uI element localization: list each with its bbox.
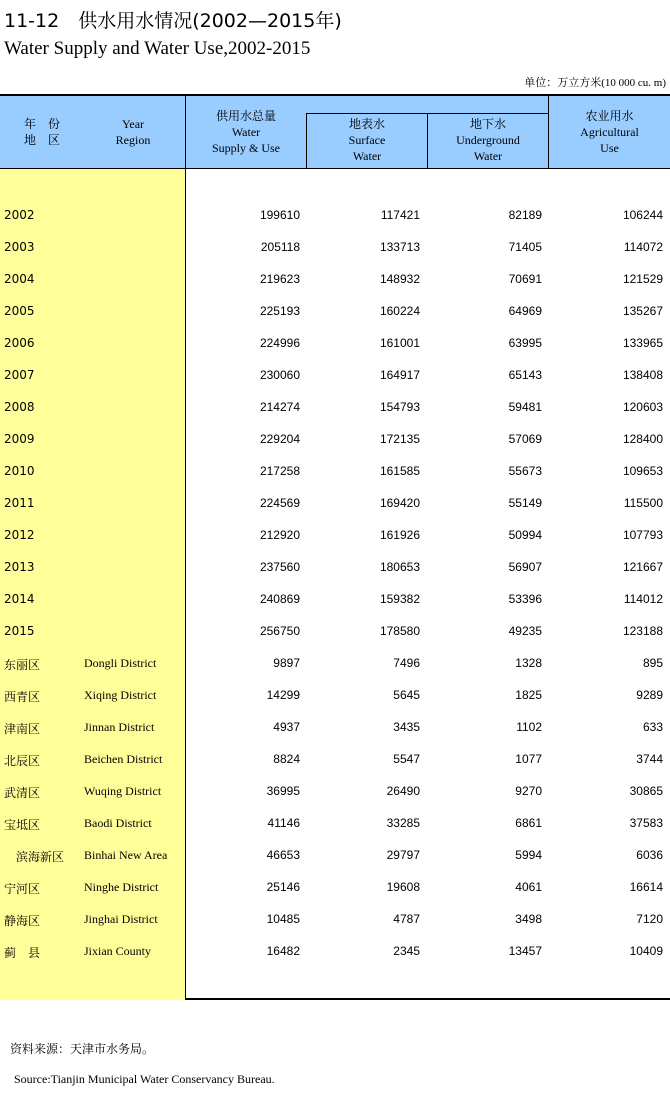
cell-agricultural-use: 10409: [629, 944, 663, 958]
cell-surface-water: 180653: [379, 560, 420, 574]
source-note-en: Source:Tianjin Municipal Water Conservancy Bureau.: [14, 1072, 275, 1086]
cell-surface-water: 169420: [379, 496, 420, 510]
cell-surface-water: 29797: [386, 848, 420, 862]
cell-agricultural-use: 120603: [622, 400, 663, 414]
cell-agricultural-use: 30865: [629, 784, 663, 798]
cell-total-supply: 256750: [259, 624, 300, 638]
row-label-en: Dongli District: [84, 656, 157, 670]
row-label-cn: 2015: [4, 624, 35, 638]
header-supply-cn: 供用水总量: [215, 109, 276, 123]
cell-total-supply: 199610: [259, 208, 300, 222]
table-row: [0, 720, 670, 752]
header-agri-en1: Agricultural: [580, 125, 639, 139]
cell-total-supply: 14299: [266, 688, 300, 702]
cell-underground-water: 63995: [508, 336, 542, 350]
cell-agricultural-use: 114072: [623, 240, 663, 254]
cell-agricultural-use: 121667: [622, 560, 663, 574]
row-label-cn: 2011: [4, 496, 35, 510]
row-label-en: Xiqing District: [84, 688, 157, 702]
cell-agricultural-use: 115500: [623, 496, 663, 510]
cell-surface-water: 5645: [393, 688, 420, 702]
cell-surface-water: 26490: [386, 784, 420, 798]
unit-label-cn: 单位：万立方米: [524, 76, 602, 89]
header-year-region-en: [90, 116, 176, 148]
cell-surface-water: 161585: [379, 464, 420, 478]
row-label-en: Jixian County: [84, 944, 152, 958]
table-row: [0, 912, 670, 944]
cell-total-supply: 212920: [259, 528, 300, 542]
header-ground-en1: Underground: [456, 133, 520, 147]
cell-surface-water: 19608: [386, 880, 420, 894]
header-supply: [186, 108, 306, 156]
table-row: [0, 400, 670, 432]
cell-underground-water: 1825: [515, 688, 542, 702]
row-label-cn: 津南区: [4, 722, 41, 736]
cell-surface-water: 4787: [393, 912, 420, 926]
header-surface: [307, 116, 427, 164]
cell-surface-water: 172135: [379, 432, 420, 446]
table-row: [0, 368, 670, 400]
table-row: [0, 592, 670, 624]
header-ground-en2: Water: [473, 149, 503, 163]
cell-underground-water: 1077: [515, 752, 542, 766]
cell-surface-water: 164917: [379, 368, 420, 382]
cell-agricultural-use: 135267: [622, 304, 663, 318]
header-year-en: Year: [121, 117, 145, 131]
table-row: [0, 848, 670, 880]
header-agri-en2: Use: [600, 141, 619, 155]
table-row: [0, 688, 670, 720]
cell-underground-water: 57069: [508, 432, 542, 446]
row-label-en: Ninghe District: [84, 880, 159, 894]
cell-total-supply: 4937: [273, 720, 300, 734]
cell-underground-water: 64969: [508, 304, 542, 318]
cell-total-supply: 41146: [267, 816, 300, 830]
cell-agricultural-use: 121529: [622, 272, 663, 286]
table-row: [0, 784, 670, 816]
cell-underground-water: 6861: [515, 816, 542, 830]
row-label-cn: 2007: [4, 368, 35, 382]
row-label-cn: 2002: [4, 208, 35, 222]
table-row: [0, 336, 670, 368]
cell-agricultural-use: 123188: [622, 624, 663, 638]
cell-total-supply: 10485: [266, 912, 300, 926]
header-bottom-rule: [0, 168, 670, 169]
cell-underground-water: 5994: [515, 848, 542, 862]
table-row: [0, 432, 670, 464]
cell-total-supply: 224996: [259, 336, 300, 350]
header-ground: [428, 116, 548, 164]
cell-underground-water: 4061: [515, 880, 542, 894]
row-label-cn: 西青区: [4, 690, 41, 704]
header-supply-en2: Supply & Use: [211, 141, 280, 155]
cell-total-supply: 237560: [259, 560, 300, 574]
cell-surface-water: 161926: [379, 528, 420, 542]
cell-underground-water: 56907: [508, 560, 542, 574]
row-label-cn: 滨海新区: [4, 850, 65, 864]
cell-total-supply: 25146: [266, 880, 300, 894]
unit-label: [524, 74, 666, 90]
row-label-cn: 宝坻区: [4, 818, 41, 832]
cell-underground-water: 50994: [508, 528, 542, 542]
cell-underground-water: 59481: [508, 400, 542, 414]
table-row: [0, 816, 670, 848]
cell-total-supply: 214274: [259, 400, 300, 414]
cell-surface-water: 3435: [393, 720, 420, 734]
cell-agricultural-use: 128400: [622, 432, 663, 446]
cell-agricultural-use: 133965: [622, 336, 663, 350]
cell-agricultural-use: 7120: [636, 912, 663, 926]
cell-total-supply: 9897: [273, 656, 300, 670]
header-region-cn: 地 区: [23, 133, 60, 147]
table-row: [0, 528, 670, 560]
cell-total-supply: 46653: [266, 848, 300, 862]
table-row: [0, 944, 670, 976]
cell-total-supply: 224569: [259, 496, 300, 510]
row-label-cn: 2008: [4, 400, 35, 414]
table-row: [0, 272, 670, 304]
cell-surface-water: 5547: [393, 752, 420, 766]
cell-agricultural-use: 37583: [629, 816, 663, 830]
cell-underground-water: 71405: [508, 240, 542, 254]
row-label-cn: 2013: [4, 560, 35, 574]
table-row: [0, 656, 670, 688]
cell-total-supply: 229204: [259, 432, 300, 446]
header-surface-en2: Water: [352, 149, 382, 163]
row-label-en: Wuqing District: [84, 784, 162, 798]
cell-agricultural-use: 106244: [622, 208, 663, 222]
row-label-cn: 2014: [4, 592, 35, 606]
row-label-cn: 静海区: [4, 914, 41, 928]
cell-underground-water: 82189: [508, 208, 542, 222]
table-title-en: Water Supply and Water Use,2002-2015: [4, 38, 311, 59]
cell-underground-water: 3498: [515, 912, 542, 926]
cell-surface-water: 33285: [386, 816, 420, 830]
cell-underground-water: 55149: [508, 496, 542, 510]
table-row: [0, 560, 670, 592]
cell-surface-water: 117421: [380, 208, 420, 222]
header-surface-cn: 地表水: [348, 117, 385, 131]
cell-underground-water: 55673: [508, 464, 542, 478]
cell-agricultural-use: 895: [642, 656, 663, 670]
row-label-cn: 2006: [4, 336, 35, 350]
row-label-cn: 2003: [4, 240, 35, 254]
header-agri-cn: 农业用水: [585, 109, 634, 123]
cell-surface-water: 2345: [393, 944, 420, 958]
table-title-cn: 11-12 供水用水情况(2002—2015年): [4, 10, 342, 32]
cell-agricultural-use: 3744: [636, 752, 663, 766]
cell-agricultural-use: 16614: [629, 880, 663, 894]
row-label-cn: 2005: [4, 304, 35, 318]
header-year-cn: 年 份: [23, 117, 60, 131]
cell-surface-water: 154793: [379, 400, 420, 414]
table-row: [0, 304, 670, 336]
row-label-en: Baodi District: [84, 816, 152, 830]
cell-underground-water: 1328: [515, 656, 542, 670]
row-label-cn: 东丽区: [4, 658, 41, 672]
cell-agricultural-use: 109653: [622, 464, 663, 478]
table-row: [0, 496, 670, 528]
cell-underground-water: 65143: [508, 368, 542, 382]
header-supply-en1: Water: [231, 125, 261, 139]
row-label-cn: 蓟 县: [4, 946, 41, 960]
cell-total-supply: 217258: [259, 464, 300, 478]
row-label-cn: 北辰区: [4, 754, 41, 768]
table-row: [0, 464, 670, 496]
cell-agricultural-use: 6036: [636, 848, 663, 862]
row-label-en: Beichen District: [84, 752, 163, 766]
cell-surface-water: 7496: [393, 656, 420, 670]
header-surface-en1: Surface: [348, 133, 386, 147]
header-agri: [549, 108, 670, 156]
cell-agricultural-use: 9289: [636, 688, 663, 702]
cell-total-supply: 36995: [266, 784, 300, 798]
cell-total-supply: 225193: [259, 304, 300, 318]
row-label-cn: 2010: [4, 464, 35, 478]
unit-label-en: (10 000 cu. m): [601, 77, 666, 89]
cell-total-supply: 16482: [266, 944, 300, 958]
row-label-en: Binhai New Area: [84, 848, 168, 862]
row-label-cn: 武清区: [4, 786, 41, 800]
row-label-cn: 2009: [4, 432, 35, 446]
cell-underground-water: 53396: [508, 592, 542, 606]
table-row: [0, 240, 670, 272]
table-row: [0, 880, 670, 912]
cell-total-supply: 8824: [273, 752, 300, 766]
cell-underground-water: 70691: [508, 272, 542, 286]
cell-agricultural-use: 633: [642, 720, 663, 734]
row-label-cn: 2004: [4, 272, 35, 286]
cell-underground-water: 49235: [508, 624, 542, 638]
water-supply-table: [0, 94, 670, 1000]
cell-surface-water: 148932: [379, 272, 420, 286]
row-label-cn: 2012: [4, 528, 35, 542]
header-year-region-cn: [14, 116, 70, 148]
cell-total-supply: 205118: [260, 240, 300, 254]
cell-surface-water: 161001: [379, 336, 420, 350]
header-ground-cn: 地下水: [469, 117, 506, 131]
cell-agricultural-use: 107793: [622, 528, 663, 542]
cell-underground-water: 9270: [515, 784, 542, 798]
cell-total-supply: 230060: [259, 368, 300, 382]
cell-surface-water: 133713: [379, 240, 420, 254]
header-region-en: Region: [115, 133, 151, 147]
cell-underground-water: 1102: [516, 720, 542, 734]
cell-surface-water: 160224: [379, 304, 420, 318]
row-label-cn: 宁河区: [4, 882, 41, 896]
table-row: [0, 624, 670, 656]
cell-total-supply: 240869: [259, 592, 300, 606]
cell-underground-water: 13457: [508, 944, 542, 958]
cell-total-supply: 219623: [259, 272, 300, 286]
table-row: [0, 208, 670, 240]
cell-surface-water: 178580: [379, 624, 420, 638]
cell-agricultural-use: 114012: [623, 592, 663, 606]
cell-surface-water: 159382: [379, 592, 420, 606]
cell-agricultural-use: 138408: [622, 368, 663, 382]
row-label-en: Jinghai District: [84, 912, 158, 926]
row-label-en: Jinnan District: [84, 720, 155, 734]
source-note-cn: 资料来源：天津市水务局。: [10, 1042, 155, 1056]
table-row: [0, 752, 670, 784]
